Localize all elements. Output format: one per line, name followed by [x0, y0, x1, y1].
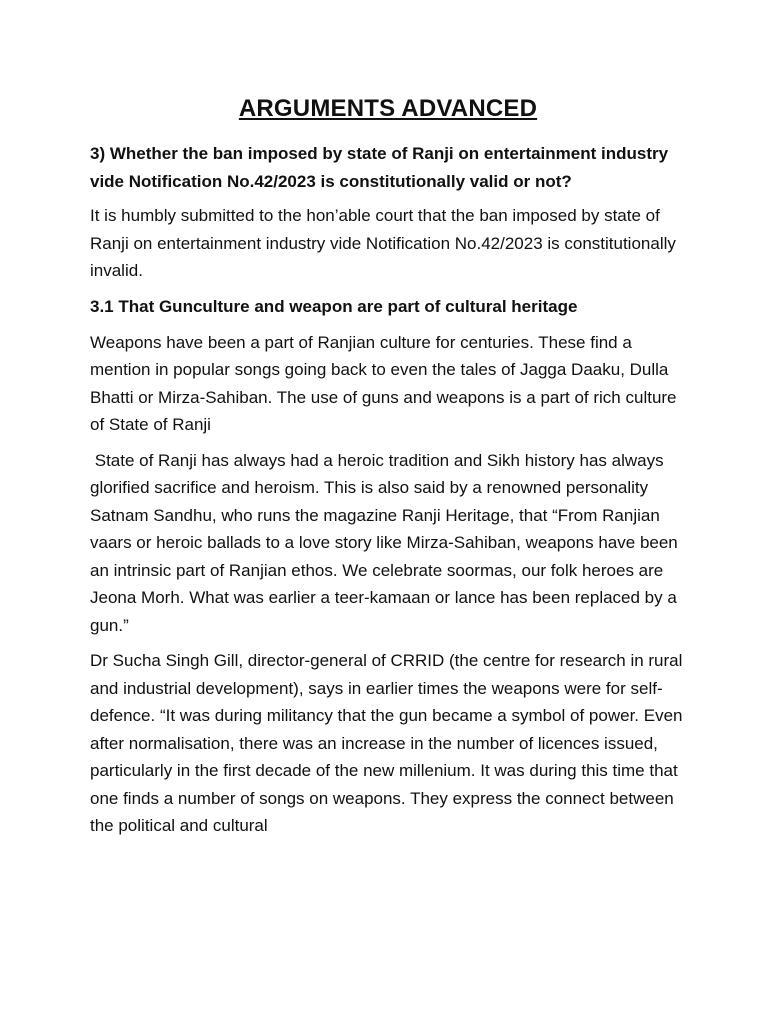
subsection-heading: 3.1 That Gunculture and weapon are part of cultural heritage	[90, 296, 578, 316]
issue-heading: 3) Whether the ban imposed by state of Ranji on entertainment industry vide Notification No.42/2023 is constitutionally valid or not?	[90, 144, 669, 191]
body-paragraph-crrid-quote: Dr Sucha Singh Gill, director-general of CRRID (the centre for research in rural and industrial development), says in earlier times the weapons were for self-defence. “It was during militancy that the gun became a symbol of power. Even after normalisation, there was an increase in the number of licences issued, particularly in the first decade of the new millenium. It was during this time that one finds a number of songs on weapons. They express the connect between the political and cultural	[90, 651, 683, 835]
document-body	[90, 92, 686, 848]
body-paragraph-cultural-history: Weapons have been a part of Ranjian culture for centuries. These find a mention in popular songs going back to even the tales of Jagga Daaku, Dulla Bhatti or Mirza-Sahiban. The use of guns and weapons is a part of rich culture of State of Ranji	[90, 332, 677, 434]
document-title: ARGUMENTS ADVANCED	[238, 95, 538, 122]
intro-paragraph: It is humbly submitted to the hon’able court that the ban imposed by state of Ranji on entertainment industry vide Notification No.42/2023 is constitutionally invalid.	[90, 206, 676, 280]
body-paragraph-heroic-tradition: State of Ranji has always had a heroic tradition and Sikh history has always glorified sacrifice and heroism. This is also said by a renowned personality Satnam Sandhu, who runs the magazine Ranji Heritage, that “From Ranjian vaars or heroic ballads to a love story like Mirza-Sahiban, weapons have been an intrinsic part of Ranjian ethos. We celebrate soormas, our folk heroes are Jeona Morh. What was earlier a teer-kamaan or lance has been replaced by a gun.”	[90, 450, 683, 635]
